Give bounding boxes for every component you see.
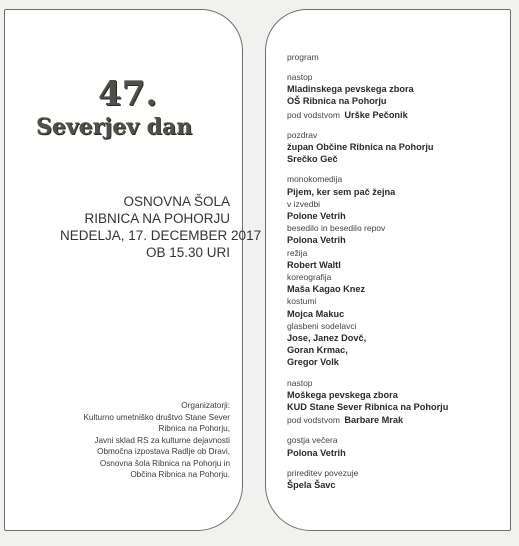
program-item-greeting (287, 129, 507, 166)
date-line: NEDELJA, 17. DECEMBER 2017 (60, 228, 262, 243)
organizer-line: Ribnica na Pohorju, (158, 424, 230, 433)
item-value: Špela Šavc (287, 480, 336, 491)
item-value: župan Občine Ribnica na Pohorju (287, 142, 434, 153)
credit-value: Jose, Janez Dovč, (287, 333, 367, 344)
program-item-guest (287, 434, 507, 458)
credit-value: Robert Waltl (287, 259, 341, 270)
organizer-line: Kulturno umetniško društvo Stane Sever (83, 412, 230, 422)
organizers (70, 400, 230, 481)
organizer-line: Javni sklad RS za kulturne dejavnosti (94, 435, 230, 445)
school-info (60, 193, 262, 261)
item-value: KUD Stane Sever Ribnica na Pohorju (287, 402, 449, 413)
event-title: Severjev dan (36, 114, 193, 140)
credit-value: Maša Kagao Knez (287, 284, 366, 295)
leader-name: Barbare Mrak (344, 415, 404, 426)
credit-label: besedilo in besedilo repov (287, 223, 386, 234)
item-label: monokomedija (287, 174, 343, 185)
item-value: Pijem, ker sem pač žejna (287, 186, 396, 197)
organizer-line: Občina Ribnica na Pohorju. (130, 470, 230, 479)
item-label: prireditev povezuje (287, 467, 359, 478)
credit-value: Mojca Makuc (287, 308, 345, 319)
program-item-host (287, 467, 507, 491)
credit-value: Polone Vetrih (287, 211, 346, 222)
school-line: OSNOVNA ŠOLA (123, 194, 230, 209)
leader-prefix: pod vodstvom (287, 415, 340, 426)
item-label: pozdrav (287, 129, 318, 140)
item-value: Srečko Geč (287, 154, 338, 165)
credit-value: Gregor Volk (287, 357, 339, 368)
organizers-heading: Organizatorji: (181, 401, 230, 410)
program-item-mens-choir (287, 377, 507, 427)
time-line: OB 15.30 URI (145, 245, 230, 260)
credit-value: Polona Vetrih (287, 235, 346, 246)
organizer-line: Osnovna šola Ribnica na Pohorju in (99, 458, 230, 468)
edition-number: 47. (98, 74, 158, 114)
leader-prefix: pod vodstvom (287, 109, 340, 120)
credit-label: v izvedbi (287, 198, 321, 209)
item-label: nastop (287, 377, 313, 388)
item-value: OŠ Ribnica na Pohorju (287, 96, 387, 107)
credit-label: koreografija (287, 272, 332, 283)
school-line: RIBNICA NA POHORJU (84, 211, 230, 226)
leader-name: Urške Pečonik (344, 109, 408, 120)
item-label: nastop (287, 72, 313, 82)
item-value: Moškega pevskega zbora (287, 389, 398, 400)
item-label: gostja večera (287, 435, 338, 446)
program-list (287, 51, 507, 499)
item-leader (287, 108, 507, 121)
program-item-youth-choir (287, 71, 507, 121)
credit-label: kostumi (287, 296, 317, 307)
credit-label: režija (287, 247, 308, 258)
credit-label: glasbeni sodelavci (287, 320, 357, 331)
program-item-comedy (287, 173, 507, 368)
item-value: Polona Vetrih (287, 447, 346, 458)
credit-value: Goran Krmac, (287, 345, 348, 356)
organizer-line: Območna izpostava Radlje ob Dravi, (97, 447, 230, 456)
program-heading: program (287, 52, 319, 62)
item-leader (287, 413, 507, 426)
item-value: Mladinskega pevskega zbora (287, 84, 414, 95)
